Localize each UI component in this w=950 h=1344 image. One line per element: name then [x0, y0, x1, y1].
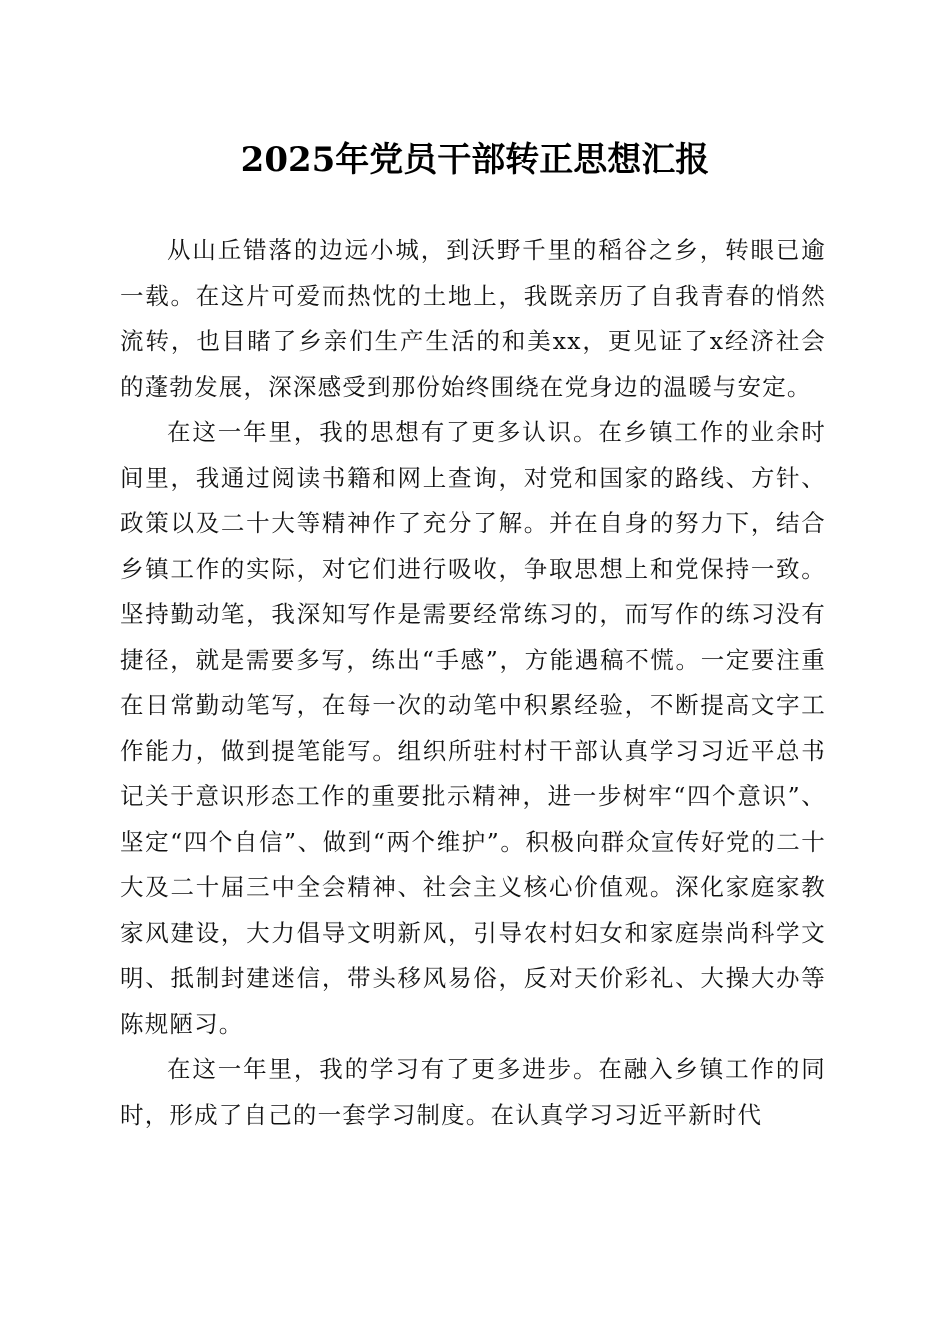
paragraph: 在这一年里，我的学习有了更多进步。在融入乡镇工作的同时，形成了自己的一套学习制度。在认真学习习近平新时代	[120, 1055, 826, 1129]
paragraph: 在这一年里，我的思想有了更多认识。在乡镇工作的业余时间里，我通过阅读书籍和网上查询，对党和国家的路线、方针、政策以及二十大等精神作了充分了解。并在自身的努力下，结合乡镇工作的实际，对它们进行吸收，争取思想上和党保持一致。坚持勤动笔，我深知写作是需要经常练习的，而写作的练习没有捷径，就是需要多写，练出“手感”，方能遇稿不慌。一定要注重在日常勤动笔写，在每一次的动笔中积累经验，不断提高文字工作能力，做到提笔能写。组织所驻村村干部认真学习习近平总书记关于意识形态工作的重要批示精神，进一步树牢“四个意识”、坚定“四个自信”、做到“两个维护”。积极向群众宣传好党的二十大及二十届三中全会精神、社会主义核心价值观。深化家庭家教家风建设，大力倡导文明新风，引导农村妇女和家庭崇尚科学文明、抵制封建迷信，带头移风易俗，反对天价彩礼、大操大办等陈规陋习。	[120, 418, 826, 1038]
document-body	[120, 228, 826, 1138]
paragraph: 从山丘错落的边远小城，到沃野千里的稻谷之乡，转眼已逾一载。在这片可爱而热忱的土地上，我既亲历了自我青春的悄然流转，也目睹了乡亲们生产生活的和美xx，更见证了x经济社会的蓬勃发展，深深感受到那份始终围绕在党身边的温暖与安定。	[120, 236, 826, 401]
document-title: 2025年党员干部转正思想汇报	[240, 140, 710, 180]
